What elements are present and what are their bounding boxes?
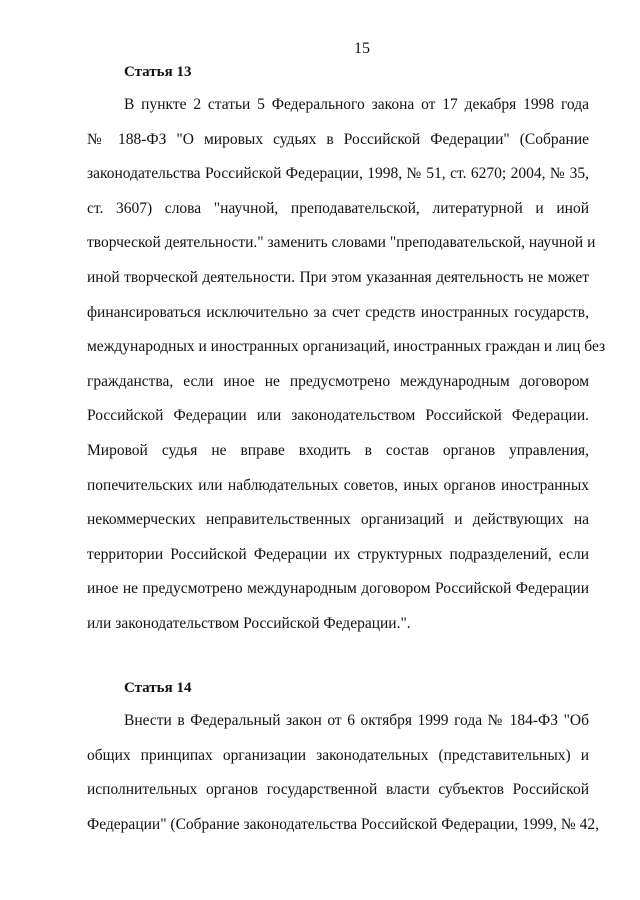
text-line: исполнительных органов государственной власти субъектов Российской <box>87 781 589 799</box>
article-13-body <box>87 88 606 642</box>
text-line: Российской Федерации или законодательством Российской Федерации. <box>87 407 589 425</box>
text-line: законодательства Российской Федерации, 1998, № 51, ст. 6270; 2004, № 35, <box>87 165 589 183</box>
text-line: попечительских или наблюдательных советов, иных органов иностранных <box>87 476 589 494</box>
text-line: ст. 3607) слова "научной, преподавательской, литературной и иной <box>87 199 589 217</box>
text-line: иное не предусмотрено международным договором Российской Федерации <box>87 580 589 598</box>
text-line: общих принципах организации законодательных (представительных) и <box>87 746 589 764</box>
text-line: территории Российской Федерации их структурных подразделений, если <box>87 545 589 563</box>
text-line: гражданства, если иное не предусмотрено международным договором <box>87 372 589 390</box>
text-line: международных и иностранных организаций, иностранных граждан и лиц без <box>87 338 606 356</box>
text-line: Мировой судья не вправе входить в состав органов управления, <box>87 441 589 459</box>
text-line: иной творческой деятельности. При этом указанная деятельность не может <box>87 268 589 286</box>
article-13-heading: Статья 13 <box>124 64 192 80</box>
text-line: или законодательством Российской Федерации.". <box>87 614 411 632</box>
article-14-body <box>87 704 599 842</box>
article-14-heading: Статья 14 <box>124 680 192 696</box>
text-line: Федерации" (Собрание законодательства Российской Федерации, 1999, № 42, <box>87 815 599 833</box>
text-line: финансироваться исключительно за счет средств иностранных государств, <box>87 303 589 321</box>
text-line: В пункте 2 статьи 5 Федерального закона от 17 декабря 1998 года <box>124 96 589 113</box>
text-line: некоммерческих неправительственных организаций и действующих на <box>87 511 589 529</box>
text-line: № 188-ФЗ "О мировых судьях в Российской Федерации" (Собрание <box>87 130 589 148</box>
text-line: Внести в Федеральный закон от 6 октября 1999 года № 184-ФЗ "Об <box>124 712 589 729</box>
page-number: 15 <box>354 40 370 57</box>
text-line: творческой деятельности." заменить словами "преподавательской, научной и <box>87 234 596 252</box>
